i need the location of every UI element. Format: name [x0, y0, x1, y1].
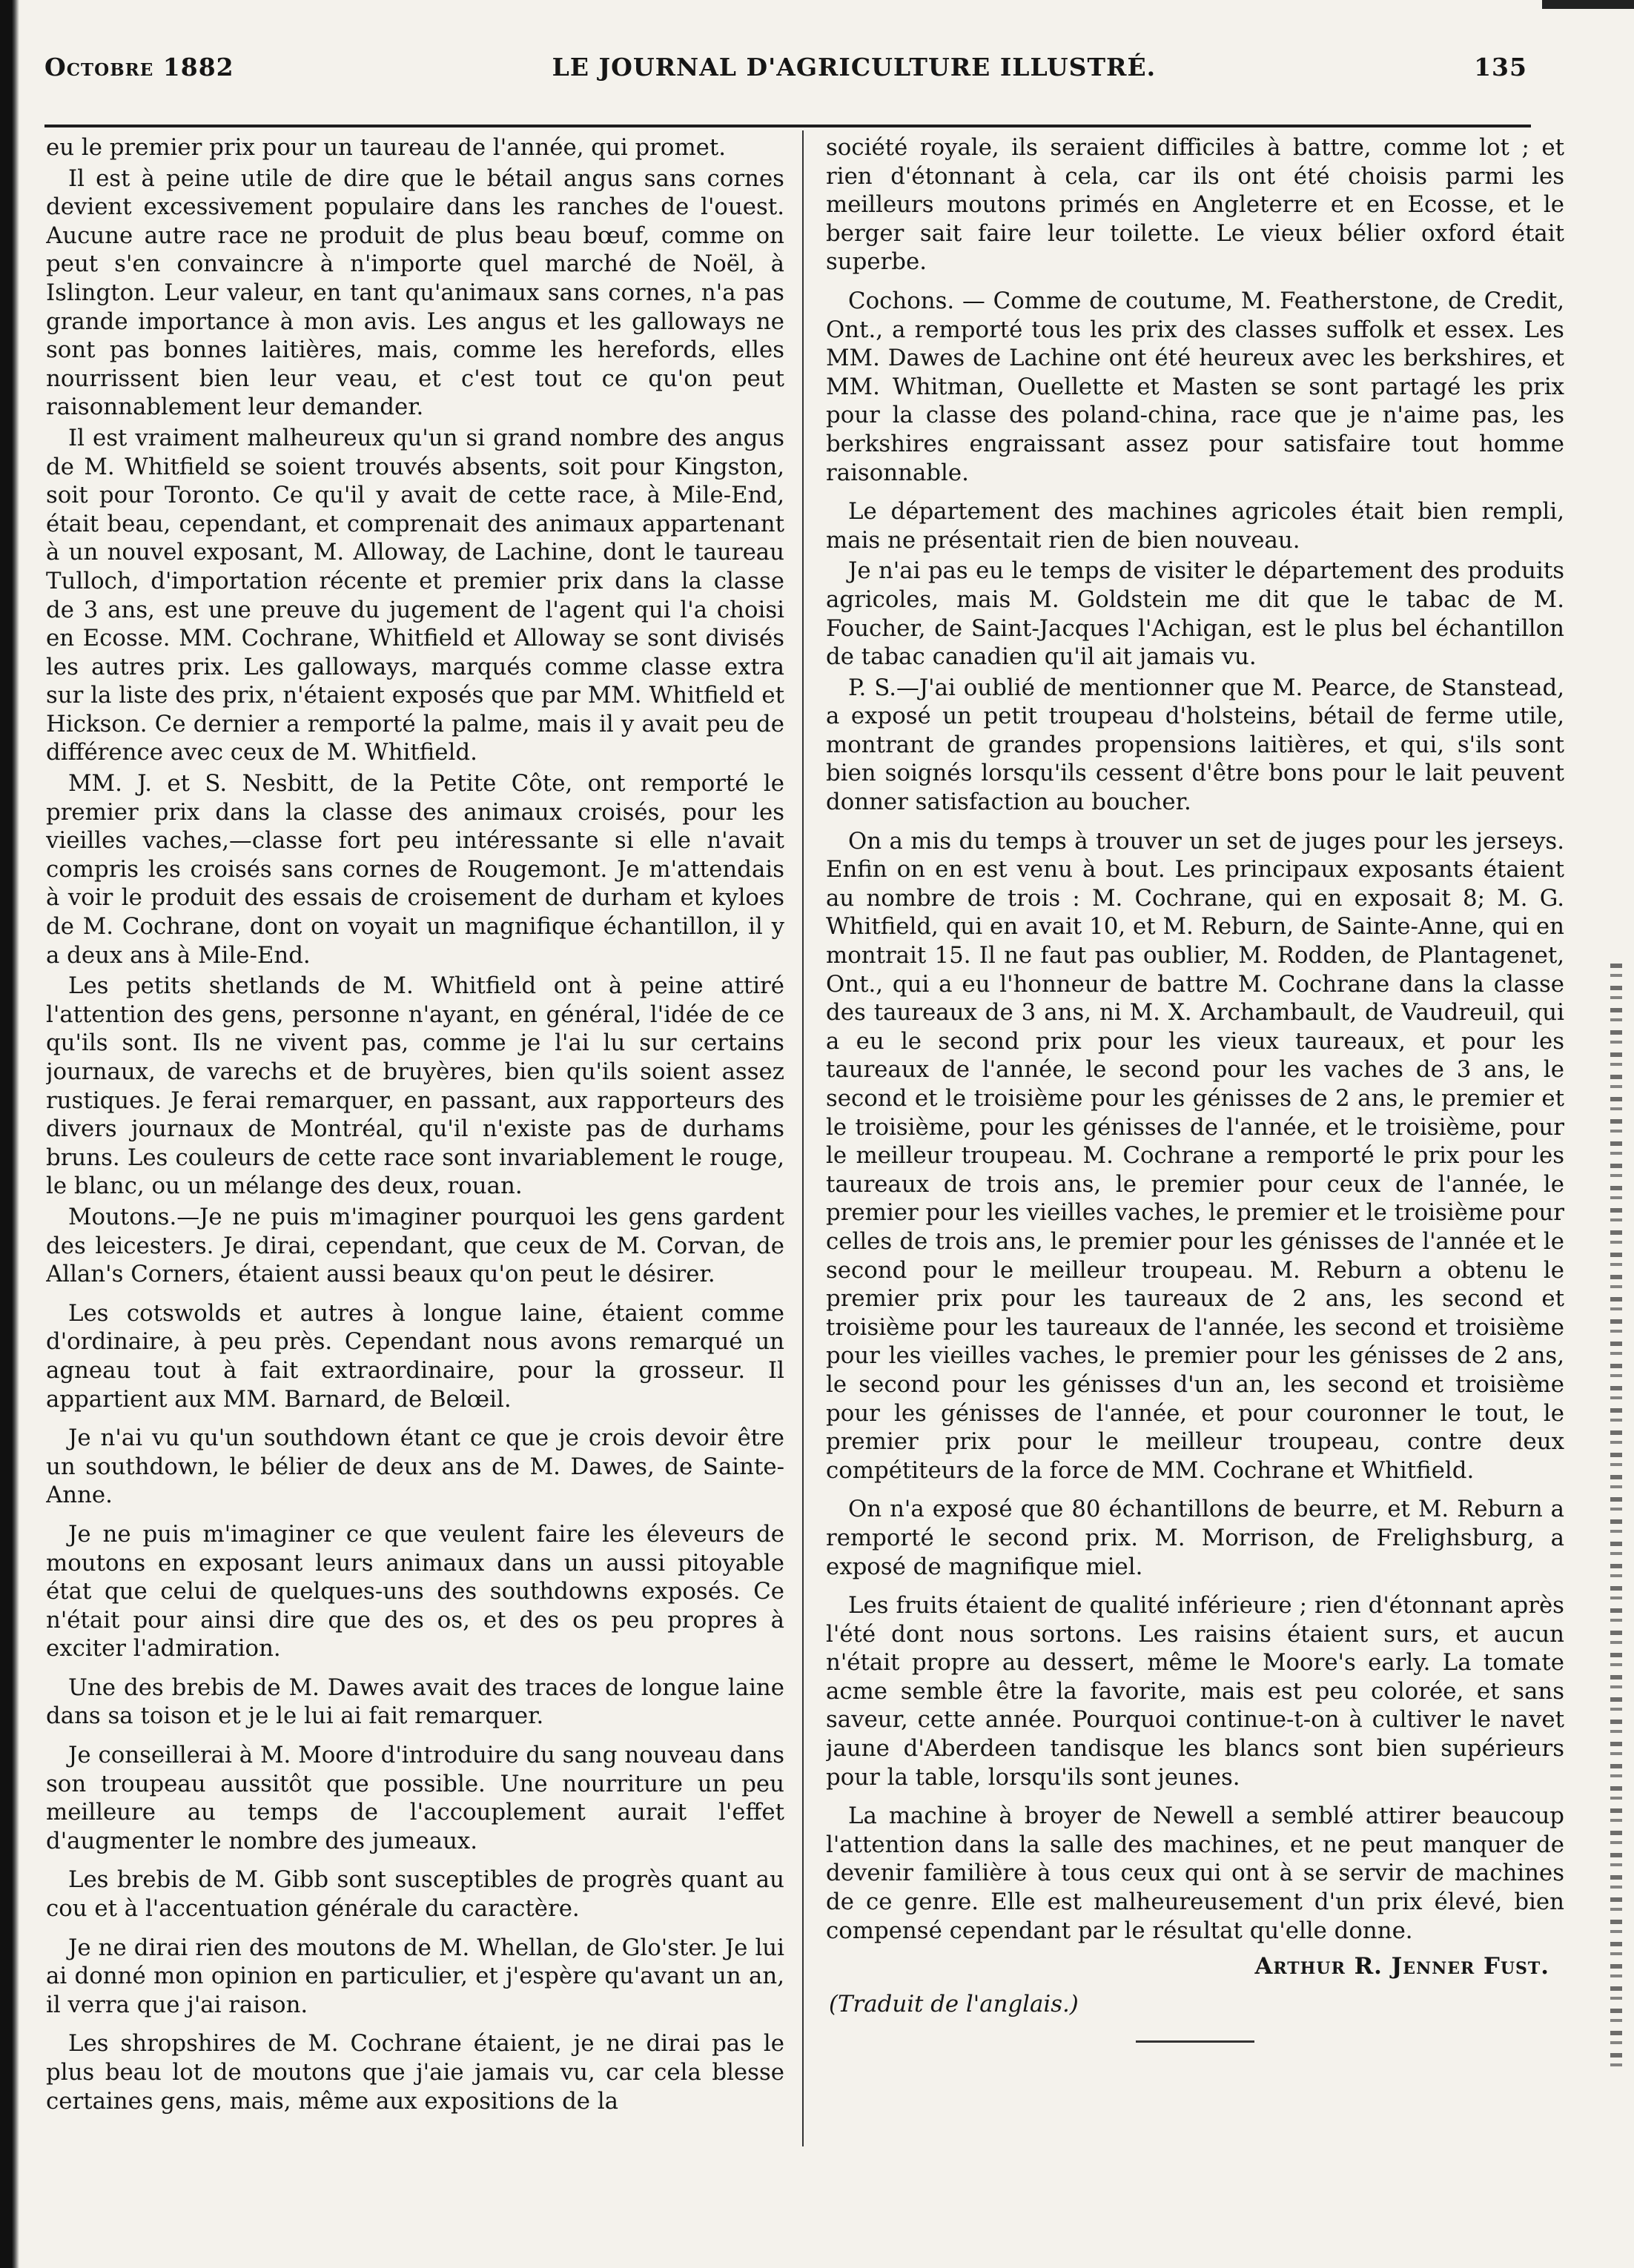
paragraph: Je n'ai vu qu'un southdown étant ce que je crois devoir être un southdown, le bélier de deux ans de M. Dawes, de Sainte-Anne. [46, 1425, 784, 1509]
paragraph: Cochons. — Comme de coutume, M. Featherstone, de Credit, Ont., a remporté tous les prix des classes suffolk et essex. Les MM. Dawes de Lachine ont été heureux avec les berkshires, et MM. Whitman, Ouellette et Masten se sont partagé les prix pour la classe des poland-china, race que je n'aime pas, les berkshires engraissant assez pour satisfaire tout homme raisonnable. [826, 287, 1564, 486]
scan-top-edge [1542, 0, 1634, 9]
paragraph: Je n'ai pas eu le temps de visiter le département des produits agricoles, mais M. Goldstein me dit que le tabac de M. Foucher, de Saint-Jacques l'Achigan, est le plus bel échantillon de tabac canadien qu'il ait jamais vu. [826, 557, 1564, 671]
header-rule [44, 125, 1531, 127]
paragraph: On a mis du temps à trouver un set de juges pour les jerseys. Enfin on en est venu à bout. Les principaux exposants étaient au nombre de trois : M. Cochrane, qui en exposait 8; M. G. Whitfield, qui en avait 10, et M. Reburn, de Sainte-Anne, qui en montrait 15. Il ne faut pas oublier, M. Rodden, de Plantagenet, Ont., qui a eu l'honneur de battre M. Cochrane dans la classe des taureaux de 3 ans, ni M. X. Archambault, de Vaudreuil, qui a eu le second prix pour les vieux taureaux, et pour les taureaux de l'année, le second pour les vaches de 3 ans, le second et le troisième pour les génisses de 2 ans, le premier et le troisième, pour les génisses de l'année, et le troisième, pour le meilleur troupeau. M. Cochrane a remporté le prix pour les taureaux de trois ans, le premier pour ceux de l'année, le premier pour les vieilles vaches, le premier et le troisième pour celles de trois ans, le premier pour les génisses de l'année et le second pour le meilleur troupeau. M. Reburn a obtenu le premier prix pour les taureaux de 2 ans, les second et troisième pour les taureaux de l'année, les second et troisième pour les vieilles vaches, le premier pour les génisses de 2 ans, le second pour les génisses d'un an, les second et troisième pour les génisses de l'année, et pour couronner le tout, le premier prix pour le meilleur troupeau, contre deux compétiteurs de la force de MM. Cochrane et Whitfield. [826, 827, 1564, 1484]
paragraph: MM. J. et S. Nesbitt, de la Petite Côte, ont remporté le premier prix dans la classe des animaux croisés, pour les vieilles vaches,—classe fort peu intéressante si elle n'avait compris les croisés sans cornes de Rougemont. Je m'attendais à voir le produit des essais de croisement de durham et kyloes de M. Cochrane, dont on voyait un magnifique échantillon, il y a deux ans à Mile-End. [46, 770, 784, 969]
paragraph: Les brebis de M. Gibb sont susceptibles de progrès quant au cou et à l'accentuation générale du caractère. [46, 1866, 784, 1923]
author-signature: Arthur R. Jenner Fust. [1254, 1953, 1549, 1980]
translation-note: (Traduit de l'anglais.) [829, 1990, 1079, 2017]
header-page-number: 135 [1474, 52, 1527, 82]
paragraph: Il est à peine utile de dire que le bétail angus sans cornes devient excessivement populaire dans les ranches de l'ouest. Aucune autre race ne produit de plus beau bœuf, comme on peut s'en convaincre à n'importe quel marché de Noël, à Islington. Leur valeur, en tant qu'animaux sans cornes, n'a pas grande importance à mon avis. Les angus et les galloways ne sont pas bonnes laitières, mais, comme les herefords, elles nourrissent bien leur veau, et c'est tout ce qu'on peut raisonnablement leur demander. [46, 165, 784, 421]
page-header [44, 44, 1527, 89]
paragraph: On n'a exposé que 80 échantillons de beurre, et M. Reburn a remporté le second prix. M. Morrison, de Frelighsburg, a exposé de magnifique miel. [826, 1496, 1564, 1580]
paragraph: Les cotswolds et autres à longue laine, étaient comme d'ordinaire, à peu près. Cependant nous avons remarqué un agneau tout à fait extraordinaire, pour la grosseur. Il appartient aux MM. Barnard, de Belœil. [46, 1299, 784, 1413]
paragraph: Moutons.—Je ne puis m'imaginer pourquoi les gens gardent des leicesters. Je dirai, cependant, que ceux de M. Corvan, de Allan's Corners, étaient aussi beaux qu'on peut le désirer. [46, 1203, 784, 1288]
scan-binding-edge [0, 0, 19, 2268]
paragraph: Les shropshires de M. Cochrane étaient, je ne dirai pas le plus beau lot de moutons que j'aie jamais vu, car cela blesse certaines gens, mais, même aux expositions de la [46, 2030, 784, 2115]
column-divider [802, 130, 804, 2146]
paragraph: Les fruits étaient de qualité inférieure ; rien d'étonnant après l'été dont nous sortons. Les raisins étaient surs, et aucun n'était propre au dessert, même le Moore's early. La tomate acme semble être la favorite, mais est peu colorée, et sans saveur, cette année. Pourquoi continue-t-on à cultiver le navet jaune d'Aberdeen tandisque les blancs sont bien supérieurs pour la table, lorsqu'ils sont jeunes. [826, 1592, 1564, 1791]
paragraph: société royale, ils seraient difficiles à battre, comme lot ; et rien d'étonnant à cela, car ils ont été choisis parmi les meilleurs moutons primés en Angleterre et en Ecosse, et le berger sait faire leur toilette. Le vieux bélier oxford était superbe. [826, 134, 1564, 276]
paragraph: La machine à broyer de Newell a semblé attirer beaucoup l'attention dans la salle des machines, et ne peut manquer de devenir familière à tous ceux qui ont à se servir de machines de ce genre. Elle est malheureusement d'un prix élevé, bien compensé cependant par le résultat qu'elle donne. [826, 1803, 1564, 1944]
paragraph: P. S.—J'ai oublié de mentionner que M. Pearce, de Stanstead, a exposé un petit troupeau d'holsteins, bétail de ferme utile, montrant de grandes propensions laitières, et qui, s'ils sont bien soignés lorsqu'ils cessent d'être bons pour le lait peuvent donner satisfaction au boucher. [826, 674, 1564, 816]
header-date: Octobre 1882 [44, 52, 234, 82]
end-rule [1136, 2040, 1254, 2043]
scan-right-edge [1610, 964, 1622, 2075]
paragraph: Je conseillerai à M. Moore d'introduire du sang nouveau dans son troupeau aussitôt que possible. Une nourriture un peu meilleure au temps de l'accouplement aurait l'effet d'augmenter le nombre des jumeaux. [46, 1742, 784, 1854]
left-column [46, 133, 784, 2135]
paragraph: Je ne dirai rien des moutons de M. Whellan, de Glo'ster. Je lui ai donné mon opinion en particulier, et j'espère qu'avant un an, il verra que j'ai raison. [46, 1934, 784, 2018]
paragraph: Je ne puis m'imaginer ce que veulent faire les éleveurs de moutons en exposant leurs animaux dans un aussi pitoyable état que celui de quelques-uns des southdowns exposés. Ce n'était pour ainsi dire que des os, et des os peu propres à exciter l'admiration. [46, 1520, 784, 1662]
paragraph: Le département des machines agricoles était bien rempli, mais ne présentait rien de bien nouveau. [826, 498, 1564, 554]
right-column [826, 133, 1564, 2164]
paragraph: Une des brebis de M. Dawes avait des traces de longue laine dans sa toison et je le lui ai fait remarquer. [46, 1674, 784, 1730]
paragraph: eu le premier prix pour un taureau de l'année, qui promet. [46, 134, 727, 161]
paragraph: Les petits shetlands de M. Whitfield ont à peine attiré l'attention des gens, personne n'ayant, en général, l'idée de ce qu'ils sont. Ils ne vivent pas, comme je l'ai lu sur certains journaux, de varechs et de bruyères, bien qu'ils soient assez rustiques. Je ferai remarquer, en passant, aux rapporteurs des divers journaux de Montréal, qu'il n'existe pas de durhams bruns. Les couleurs de cette race sont invariablement le rouge, le blanc, ou un mélange des deux, rouan. [46, 972, 784, 1200]
header-journal-title: LE JOURNAL D'AGRICULTURE ILLUSTRÉ. [552, 52, 1157, 82]
paragraph: Il est vraiment malheureux qu'un si grand nombre des angus de M. Whitfield se soient trouvés absents, soit pour Kingston, soit pour Toronto. Ce qu'il y avait de cette race, à Mile-End, était beau, cependant, et comprenait des animaux appartenant à un nouvel exposant, M. Alloway, de Lachine, dont le taureau Tulloch, d'importation récente et premier prix dans la classe de 3 ans, est une preuve du jugement de l'agent qui l'a choisi en Ecosse. MM. Cochrane, Whitfield et Alloway se sont divisés les autres prix. Les galloways, marqués comme classe extra sur la liste des prix, n'étaient exposés que par MM. Whitfield et Hickson. Ce dernier a remporté la palme, mais il y avait peu de différence avec ceux de M. Whitfield. [46, 424, 784, 766]
